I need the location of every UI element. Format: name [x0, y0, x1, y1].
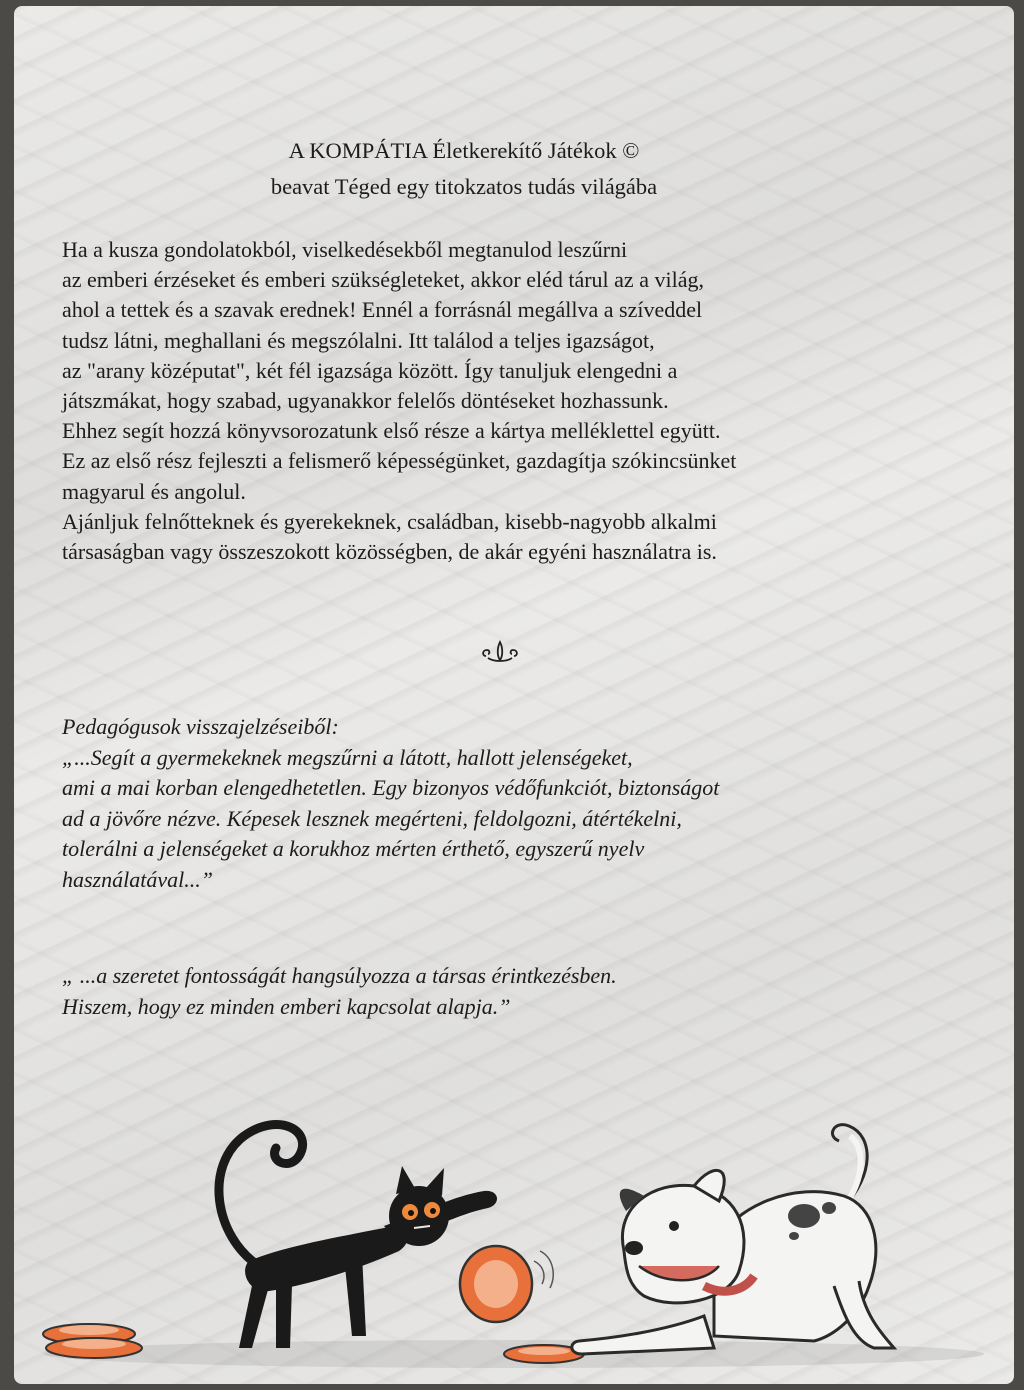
body-line: Ez az első rész fejleszti a felismerő képességünket, gazdagítja szókincsünket [62, 448, 737, 474]
cat-and-dog-illustration [14, 1086, 1014, 1384]
feedback-heading: Pedagógusok visszajelzéseiből: [62, 714, 339, 739]
body-line: az "arany középutat", két fél igazsága között. Így tanuljuk elengedni a [62, 357, 678, 383]
quote-line: ami a mai korban elengedhetetlen. Egy bizonyos védőfunkciót, biztonságot [62, 775, 720, 800]
body-line: társaságban vagy összeszokott közösségben, de akár egyéni használatra is. [62, 539, 717, 565]
body-line: Ajánljuk felnőtteknek és gyerekeknek, családban, kisebb-nagyobb alkalmi [62, 508, 717, 534]
feedback-section [62, 712, 1014, 895]
quote-line: tolerálni a jelenségeket a korukhoz mérten érthető, egyszerű nyelv [62, 836, 645, 861]
title-line-2: beavat Téged egy titokzatos tudás világába [270, 173, 658, 199]
body-line: tudsz látni, meghallani és megszólalni. Itt találod a teljes igazságot, [62, 327, 655, 353]
frisbee-stack [43, 1324, 142, 1358]
quote-line: ad a jövőre nézve. Képesek lesznek megérteni, feldolgozni, átértékelni, [62, 805, 682, 831]
rolling-frisbee [460, 1246, 553, 1322]
dog-figure [572, 1125, 894, 1354]
body-line: játszmákat, hogy szabad, ugyanakkor felelős döntéseket hozhassunk. [62, 388, 669, 414]
quote-line: használatával...” [62, 866, 213, 892]
flourish-ornament-icon [480, 636, 520, 666]
description-paragraph [62, 235, 1014, 567]
feedback-quote-2 [62, 961, 1014, 1022]
quote-line: Hiszem, hogy ez minden emberi kapcsolat alapja.” [62, 993, 511, 1019]
title-line-1: A KOMPÁTIA Életkerekítő Játékok © [288, 138, 640, 163]
body-line: Ehhez segít hozzá könyvsorozatunk első része a kártya melléklettel együtt. [62, 418, 721, 444]
back-cover [14, 6, 1014, 1384]
body-line: ahol a tettek és a szavak erednek! Ennél a forrásnál megállva a szíveddel [62, 297, 703, 323]
quote-line: „...Segít a gyermekeknek megszűrni a látott, hallott jelenségeket, [62, 744, 633, 770]
cat-figure [219, 1125, 497, 1348]
body-line: magyarul és angolul. [62, 478, 246, 504]
body-line: Ha a kusza gondolatokból, viselkedésekből megtanulod leszűrni [62, 237, 628, 262]
title-block [14, 133, 914, 204]
quote-line: „ ...a szeretet fontosságát hangsúlyozza a társas érintkezésben. [62, 963, 617, 988]
body-line: az emberi érzéseket és emberi szükségleteket, akkor eléd tárul az a világ, [62, 267, 704, 293]
